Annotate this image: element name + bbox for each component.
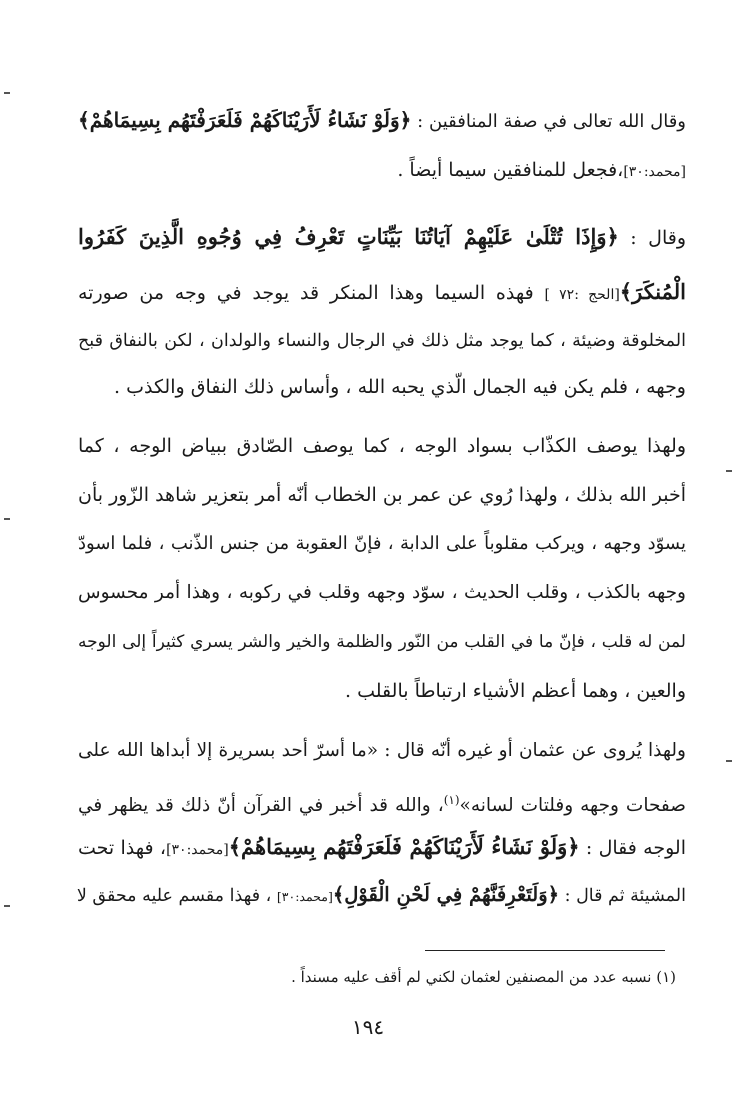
- text-line: [78, 105, 686, 137]
- text-line: يسوّد وجهه ، ويركب مقلوباً على الدابة ، فإنّ العقوبة من جنس الذّنب ، فلما اسودّ: [78, 533, 687, 554]
- line-text: ، فهذا مقسم عليه محقق لا: [76, 886, 277, 906]
- text-line: ولهذا يُروى عن عثمان أو غيره أنّه قال : «ما أسرّ أحد بسريرة إلا أبداها الله على: [78, 740, 686, 761]
- line-text: ، فهذا تحت: [78, 837, 167, 859]
- text-line: ولهذا يوصف الكذّاب بسواد الوجه ، كما يوصف الصّادق ببياض الوجه ، كما: [78, 435, 686, 457]
- scan-mark: [4, 905, 10, 907]
- text-line: [78, 277, 686, 310]
- footnote-divider: [425, 950, 665, 951]
- quran-verse: ﴿وَإِذَا تُتْلَىٰ عَلَيْهِمْ آيَاتُنَا بَيِّنَاتٍ تَعْرِفُ فِي وُجُوهِ الَّذِينَ كَفَرُوا: [78, 224, 619, 249]
- text-line: [78, 222, 686, 253]
- text-line: [78, 880, 686, 912]
- verse-reference: [محمد:٣٠]: [623, 164, 686, 180]
- text-line: لمن له قلب ، فإنّ ما في القلب من النّور والظلمة والخير والشر يسري كثيراً إلى الوجه: [78, 632, 686, 652]
- text-line: [78, 785, 686, 821]
- scan-mark: [726, 760, 732, 762]
- line-text: الوجه فقال :: [579, 837, 686, 859]
- scan-mark: [4, 518, 10, 520]
- text-line: [78, 155, 686, 187]
- text-line: والعين ، وهما أعظم الأشياء ارتباطاً بالقلب .: [345, 680, 686, 702]
- page-number: ١٩٤: [351, 1015, 385, 1039]
- verse-reference: [الحج :٧٢ ]: [544, 287, 620, 303]
- quran-verse: ﴿وَلَوْ نَشَاءُ لَأَرَيْنَاكَهُمْ فَلَعَرَفْتَهُم بِسِيمَاهُمْ﴾: [228, 834, 580, 859]
- line-text: فهذه السيما وهذا المنكر قد يوجد في وجه من صورته: [78, 282, 545, 304]
- quran-verse: ﴿وَلَوْ نَشَاءُ لَأَرَيْنَاكَهُمْ فَلَعَرَفْتَهُم بِسِيمَاهُمْ﴾: [78, 108, 412, 132]
- line-text: ،فجعل للمنافقين سيما أيضاً .: [397, 159, 624, 181]
- scan-mark: [726, 470, 732, 472]
- text-line: المخلوقة وضيئة ، كما يوجد مثل ذلك في الرجال والنساء والولدان ، لكن بالنفاق قبح: [78, 331, 686, 351]
- verse-reference: [محمد:٣٠]: [166, 842, 229, 858]
- quran-verse: ﴿وَلَتَعْرِفَنَّهُمْ فِي لَحْنِ الْقَوْلِ﴾: [332, 883, 560, 906]
- text-line: [78, 832, 686, 865]
- scan-mark: [4, 92, 10, 94]
- line-text: صفحات وجهه وفلتات لسانه»: [459, 795, 686, 817]
- quran-verse: الْمُنكَرَ﴾: [619, 279, 686, 304]
- line-text: وقال :: [618, 227, 686, 249]
- text-line: وجهه بالكذب ، وقلب الحديث ، سوّد وجهه وقلب في ركوبه ، وهذا أمر محسوس: [78, 582, 686, 603]
- verse-reference: [محمد:٣٠]: [276, 889, 333, 904]
- footnote-marker[interactable]: (١): [443, 793, 460, 807]
- line-text: وقال الله تعالى في صفة المنافقين :: [411, 111, 686, 132]
- line-text: المشيئة ثم قال :: [559, 886, 686, 906]
- text-line: أخبر الله بذلك ، ولهذا رُوي عن عمر بن الخطاب أنّه أمر بتعزير شاهد الزّور بأن: [78, 484, 686, 506]
- footnote: (١) نسبه عدد من المصنفين لعثمان لكني لم أقف عليه مسنداً .: [291, 968, 676, 986]
- text-line: وجهه ، فلم يكن فيه الجمال الّذي يحبه الله ، وأساس ذلك النفاق والكذب .: [114, 376, 686, 398]
- line-text: ، والله قد أخبر في القرآن أنّ ذلك قد يظهر في: [78, 795, 444, 817]
